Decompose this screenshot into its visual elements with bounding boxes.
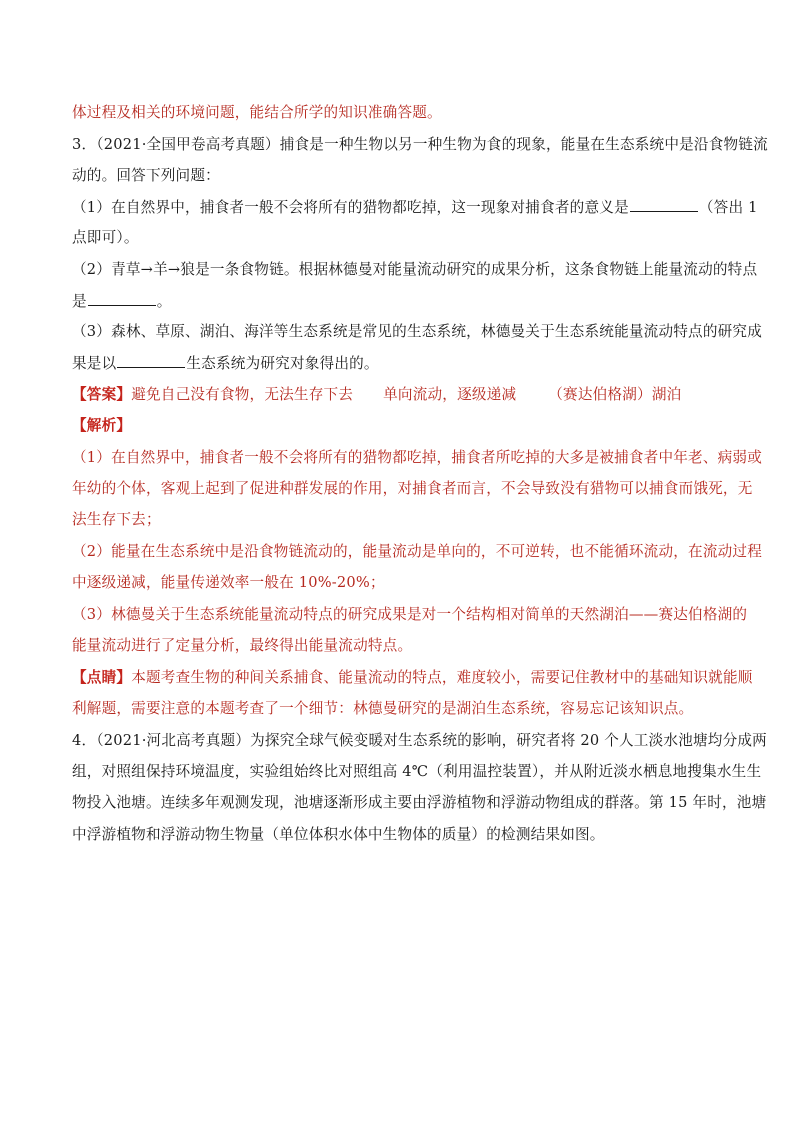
question-4-line4: 中浮游植物和浮游动物生物量（单位体积水体中生物体的质量）的检测结果如图。: [72, 826, 605, 843]
question-3-stem-line1: 3．（2021·全国甲卷高考真题）捕食是一种生物以另一种生物为食的现象，能量在生态系统中是沿食物链流: [72, 136, 768, 153]
intro-tail-text: 体过程及相关的环境问题，能结合所学的知识准确答题。: [72, 104, 442, 121]
part2-text-c: 。: [156, 293, 172, 310]
answer-2: 单向流动，逐级递减: [383, 386, 517, 403]
part3-text-c: 生态系统为研究对象得出的。: [186, 355, 379, 372]
question-4-line3: 物投入池塘。连续多年观测发现，池塘逐渐形成主要由浮游植物和浮游动物组成的群落。第 15 年时，池塘: [72, 794, 767, 811]
analysis-3-line1: （3）林德曼关于生态系统能量流动特点的研究成果是对一个结构相对简单的天然湖泊——赛达伯格湖的: [72, 606, 748, 623]
question-3-part2-cont: [72, 291, 172, 312]
analysis-1-line1: （1）在自然界中，捕食者一般不会将所有的猎物都吃掉，捕食者所吃掉的大多是被捕食者中年老、病弱或: [72, 449, 763, 466]
question-3-part3: （3）森林、草原、湖泊、海洋等生态系统是常见的生态系统，林德曼关于生态系统能量流动特点的研究成: [72, 323, 763, 340]
answer-blank-1: [630, 197, 698, 212]
comment-line2: 利解题，需要注意的本题考查了一个细节：林德曼研究的是湖泊生态系统，容易忘记该知识点。: [72, 700, 694, 717]
answer-blank-3: [117, 353, 185, 368]
part1-text-b: （答出 1: [698, 199, 758, 216]
question-3-part1: [72, 197, 758, 218]
answer-3: （赛达伯格湖）湖泊: [548, 386, 682, 403]
answer-line: [72, 385, 681, 405]
part3-text-b: 果是以: [72, 355, 117, 372]
question-3-part3-cont: [72, 353, 379, 374]
question-3-part1-cont: 点即可）。: [72, 229, 139, 246]
comment-text-1: 本题考查生物的种间关系捕食、能量流动的特点，难度较小，需要记住教材中的基础知识就能顺: [131, 669, 753, 686]
answer-1: 避免自己没有食物，无法生存下去: [131, 386, 354, 403]
part2-text-b: 是: [72, 293, 87, 310]
analysis-tag: 【解析】: [72, 417, 132, 434]
question-3-part2: （2）青草→羊→狼是一条食物链。根据林德曼对能量流动研究的成果分析，这条食物链上能量流动的特点: [72, 261, 758, 278]
analysis-2-line1: （2）能量在生态系统中是沿食物链流动的，能量流动是单向的，不可逆转，也不能循环流动，在流动过程: [72, 543, 763, 560]
question-4-line1: 4．（2021·河北高考真题）为探究全球气候变暖对生态系统的影响，研究者将 20 个人工淡水池塘均分成两: [72, 732, 767, 749]
analysis-1-line2: 年幼的个体，客观上起到了促进种群发展的作用，对捕食者而言，不会导致没有猎物可以捕食而饿死，无: [72, 480, 753, 497]
analysis-2-line2: 中逐级递减，能量传递效率一般在 10%-20%；: [72, 574, 385, 591]
comment-tag: 【点睛】: [72, 669, 132, 686]
comment-line1: [72, 668, 753, 688]
answer-blank-2: [88, 291, 156, 306]
question-3-stem-line2: 动的。回答下列问题：: [72, 167, 220, 184]
analysis-3-line2: 能量流动进行了定量分析，最终得出能量流动特点。: [72, 637, 413, 654]
analysis-1-line3: 法生存下去；: [72, 511, 161, 528]
answer-tag: 【答案】: [72, 386, 132, 403]
part1-text-a: （1）在自然界中，捕食者一般不会将所有的猎物都吃掉，这一现象对捕食者的意义是: [72, 199, 629, 216]
question-4-line2: 组，对照组保持环境温度，实验组始终比对照组高 4℃（利用温控装置），并从附近淡水栖息地搜集水生生: [72, 763, 762, 780]
